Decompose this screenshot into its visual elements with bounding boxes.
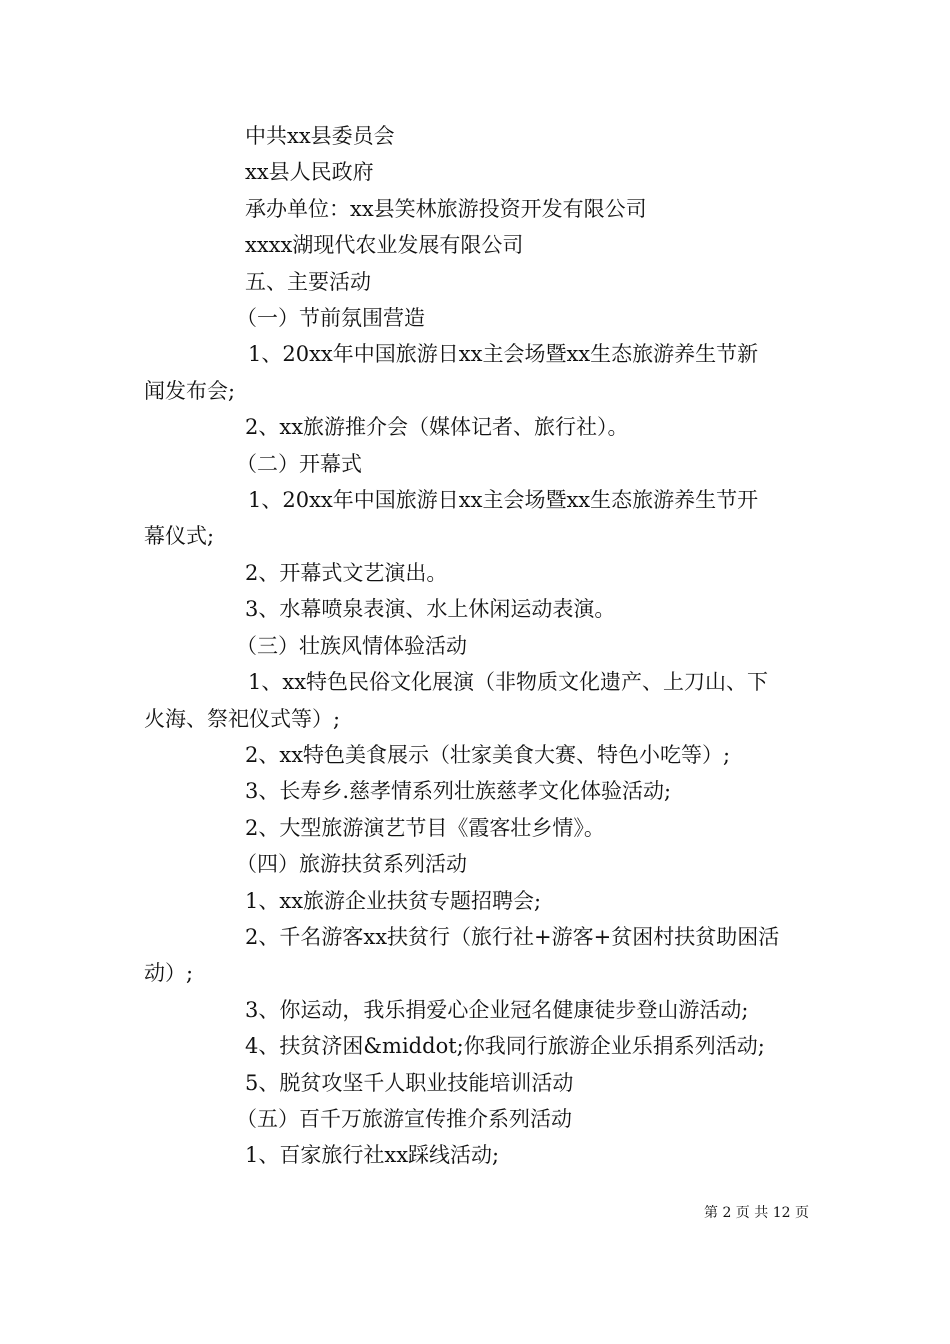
- subsection-heading: （三）壮族风情体验活动: [236, 633, 467, 658]
- text-line: 承办单位：xx县笑林旅游投资开发有限公司: [245, 196, 647, 221]
- text-line: xxxx湖现代农业发展有限公司: [245, 233, 524, 258]
- subsection-heading: （二）开幕式: [236, 451, 362, 476]
- list-item: 2、开幕式文艺演出。: [245, 560, 448, 585]
- list-item: 1、百家旅行社xx踩线活动;: [245, 1143, 500, 1168]
- list-item: 1、xx旅游企业扶贫专题招聘会;: [245, 888, 542, 913]
- list-item-continuation: 幕仪式;: [144, 524, 215, 549]
- list-item-continuation: 火海、祭祀仪式等）;: [144, 706, 341, 731]
- list-item: 2、xx旅游推介会（媒体记者、旅行社）。: [245, 415, 629, 440]
- list-item-continuation: 闻发布会;: [144, 378, 236, 403]
- list-item: 1、20xx年中国旅游日xx主会场暨xx生态旅游养生节新: [248, 342, 759, 367]
- subsection-heading: （一）节前氛围营造: [236, 306, 425, 331]
- list-item: 3、你运动，我乐捐爱心企业冠名健康徒步登山游活动;: [245, 997, 749, 1022]
- list-item: 2、大型旅游演艺节目《霞客壮乡情》。: [245, 815, 605, 840]
- text-line: xx县人民政府: [245, 160, 374, 185]
- list-item: 1、xx特色民俗文化展演（非物质文化遗产、上刀山、下: [248, 670, 769, 695]
- list-item: 3、长寿乡.慈孝情系列壮族慈孝文化体验活动;: [245, 779, 672, 804]
- subsection-heading: （四）旅游扶贫系列活动: [236, 852, 467, 877]
- list-item: 2、xx特色美食展示（壮家美食大赛、特色小吃等）;: [245, 742, 731, 767]
- page-number: 第 2 页 共 12 页: [704, 1205, 809, 1221]
- document-body: [144, 118, 808, 1174]
- list-item: 5、脱贫攻坚千人职业技能培训活动: [245, 1070, 574, 1095]
- list-item: 3、水幕喷泉表演、水上休闲运动表演。: [245, 597, 616, 622]
- list-item-continuation: 动）;: [144, 961, 194, 986]
- list-item: 4、扶贫济困&middot;你我同行旅游企业乐捐系列活动;: [245, 1034, 765, 1059]
- subsection-heading: （五）百千万旅游宣传推介系列活动: [236, 1106, 572, 1131]
- text-line: 中共xx县委员会: [245, 124, 395, 148]
- list-item: 2、千名游客xx扶贫行（旅行社+游客+贫困村扶贫助困活: [245, 924, 780, 949]
- list-item: 1、20xx年中国旅游日xx主会场暨xx生态旅游养生节开: [248, 488, 759, 513]
- section-heading: 五、主要活动: [245, 269, 371, 294]
